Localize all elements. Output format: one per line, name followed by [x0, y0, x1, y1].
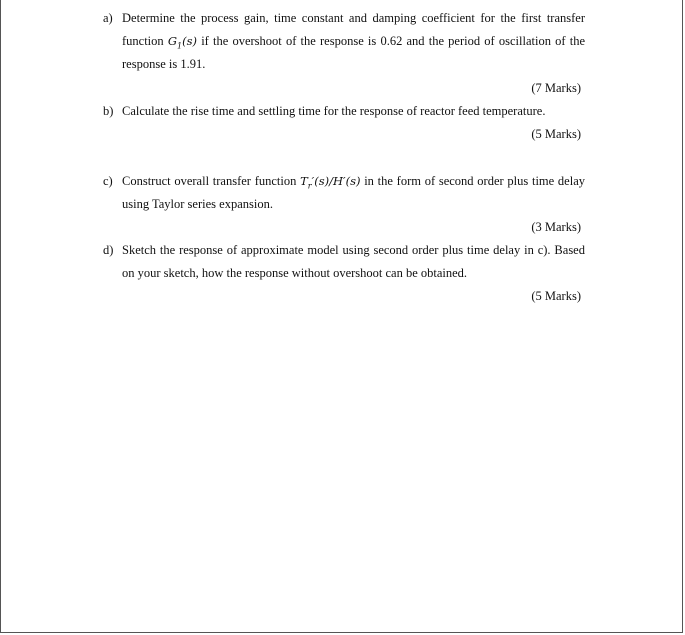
question-b — [103, 100, 585, 123]
math-g1: $G_1(s)$ — [167, 34, 198, 51]
question-b-label: b) — [103, 104, 114, 118]
question-a-label: a) — [103, 11, 113, 25]
question-c-marks: (3 Marks) — [531, 220, 581, 234]
question-d-label: d) — [103, 243, 114, 257]
question-b-marks: (5 Marks) — [531, 127, 581, 141]
question-c-text: Construct overall transfer function $T_r'(s)/H'(s)$ in the form of second order plus time delay using Taylor series expansion. — [122, 174, 585, 211]
question-b-text: Calculate the rise time and settling time for the response of reactor feed temperature. — [122, 104, 546, 118]
question-c-label: c) — [103, 174, 113, 188]
question-a — [103, 7, 585, 76]
question-d-marks: (5 Marks) — [531, 289, 581, 303]
question-a-marks: (7 Marks) — [531, 81, 581, 95]
math-tr-over-h: $T_r'(s)/H'(s)$ — [300, 174, 361, 191]
question-d-text: Sketch the response of approximate model using second order plus time delay in c). Based on your sketch, how the response without overshoot can be obtained. — [122, 243, 585, 280]
question-c — [103, 170, 585, 216]
question-a-text: Determine the process gain, time constant and damping coefficient for the first transfer function $G_1(s)$ if the overshoot of the response is 0.62 and the period of oscillation of the response is 1.91. — [122, 11, 586, 71]
question-d — [103, 239, 585, 285]
